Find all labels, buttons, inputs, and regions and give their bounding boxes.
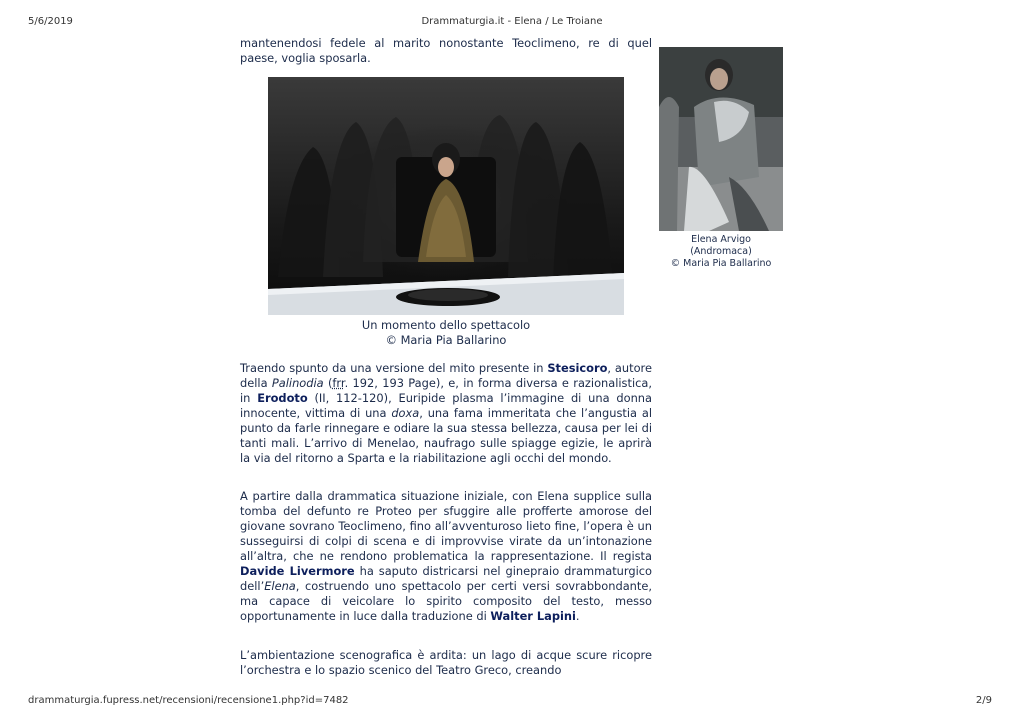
p2-text: , costruendo uno spettacolo per certi versi sovrabbondante, ma capace di veicolare lo spirito composito del testo, messo opportunamente in luce dalla traduzione di [240, 579, 652, 623]
p2-text: . [575, 609, 580, 623]
p1-text: Traendo spunto da una versione del mito presente in [240, 361, 548, 375]
actress-name: Elena Arvigo [691, 234, 751, 245]
stage-photo-caption-title: Un momento dello spettacolo [361, 318, 531, 332]
term-doxa: doxa [391, 406, 420, 420]
p1-text: , autore della [240, 361, 652, 390]
p2-text: ha saputo districarsi nel ginepraio drammaturgico dell’ [240, 564, 652, 593]
p3-text: L’ambientazione scenografica è ardita: un lago di acque scure ricopre l’orchestra e lo spazio scenico del Teatro Greco, creando [240, 648, 652, 677]
stage-photo-caption [268, 318, 624, 348]
intro-paragraph [240, 36, 652, 66]
director-livermore: Davide Livermore [240, 564, 355, 578]
actress-photo-credit: © Maria Pia Ballarino [670, 258, 772, 269]
print-date: 5/6/2019 [28, 16, 73, 27]
stage-photo-credit: © Maria Pia Ballarino [385, 333, 507, 347]
author-erodoto: Erodoto [257, 391, 308, 405]
work-palinodia: Palinodia [271, 376, 324, 390]
article-paragraph-1 [240, 361, 652, 466]
p1-text: , una fama immeritata che l’angustia al punto da farle rinnegare e odiare la sua stessa bellezza, causa per lei di tanti mali. L’arrivo di Menelao, naufrago sulle spiagge egizie, le aprirà la via del ritorno a Sparta e la riabilitazione agli occhi del mondo. [240, 406, 652, 465]
actress-photo-caption [640, 234, 802, 270]
actress-photo [659, 47, 783, 231]
article-paragraph-3 [240, 648, 652, 678]
p2-text: A partire dalla drammatica situazione iniziale, con Elena supplice sulla tomba del defunto re Proteo per sfuggire alle profferte amorose del giovane sovrano Teoclimeno, fino all’avventuroso lieto fine, l’opera è un susseguirsi di colpi di scena e di improvvise virate da un’intonazione all’altra, che ne rendono problematica la rappresentazione. Il regista [240, 489, 652, 563]
intro-text: mantenendosi fedele al marito nonostante Teoclimeno, re di quel paese, voglia sposarla. [240, 36, 652, 65]
stage-photo [268, 77, 624, 315]
work-elena: Elena [264, 579, 296, 593]
article-paragraph-2 [240, 489, 652, 624]
print-page-number: 2/9 [975, 695, 992, 706]
translator-lapini: Walter Lapini [490, 609, 576, 623]
p1-text: . 192, 193 Page), e, in forma diversa e razionalistica, in [240, 376, 652, 405]
author-stesicoro: Stesicoro [547, 361, 608, 375]
print-url: drammaturgia.fupress.net/recensioni/recensione1.php?id=7482 [28, 695, 349, 706]
actress-role: (Andromaca) [690, 246, 752, 257]
stage-photo-image [268, 77, 624, 315]
print-page-title: Drammaturgia.it - Elena / Le Troiane [421, 16, 603, 27]
actress-photo-image [659, 47, 783, 231]
abbr-frr: frr [332, 376, 345, 390]
p1-text: (II, 112-120), Euripide plasma l’immagine di una donna innocente, vittima di una [240, 391, 652, 420]
p1-text: ( [323, 376, 333, 390]
